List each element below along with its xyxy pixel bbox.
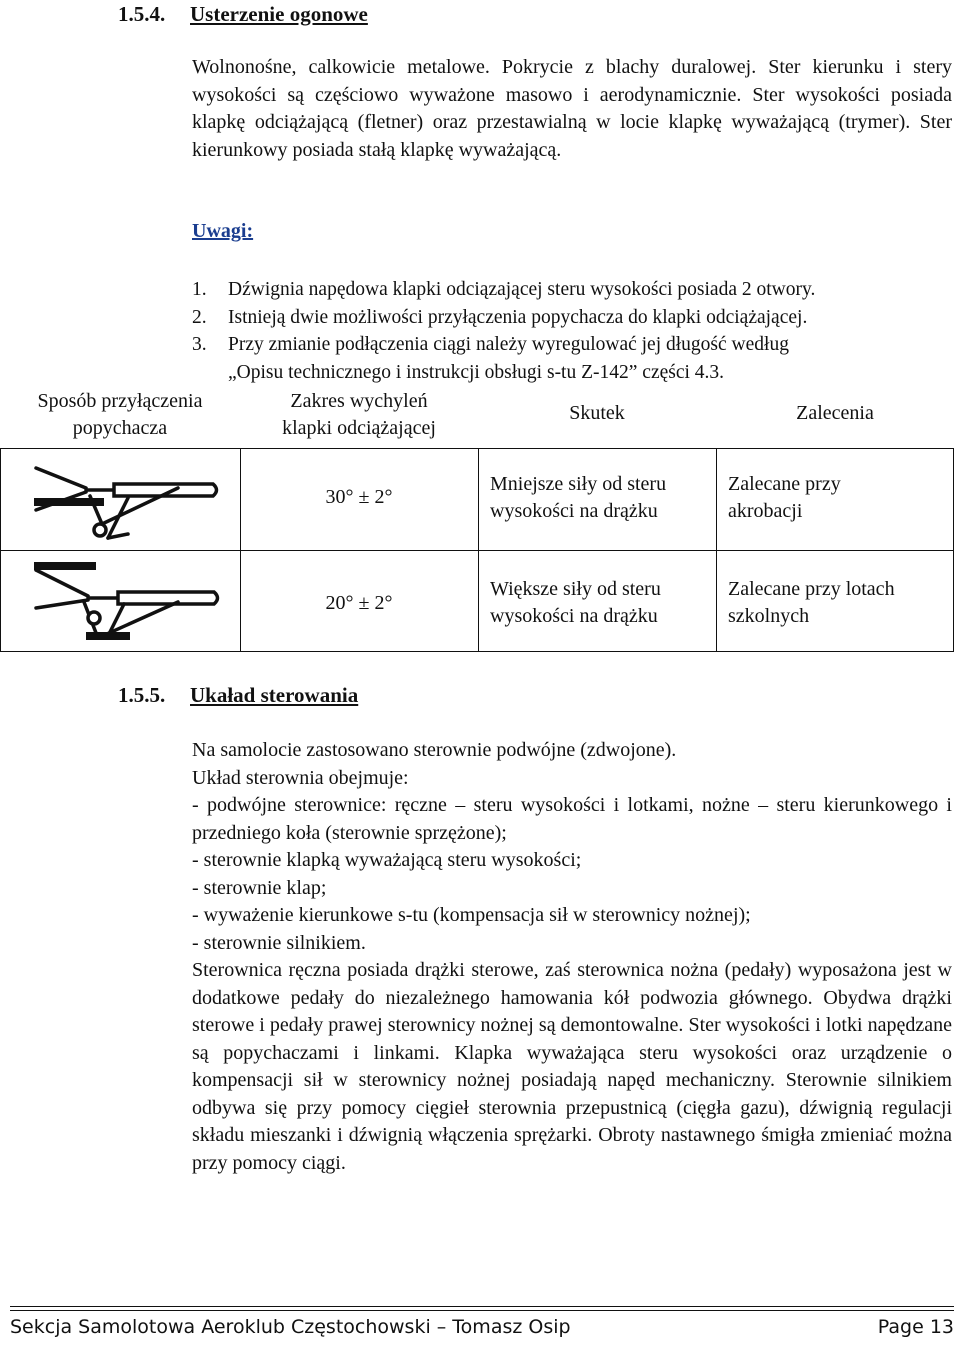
linkage-diagram-hole-2 bbox=[28, 562, 228, 648]
header-line: klapki odciążającej bbox=[282, 417, 436, 439]
table-rule bbox=[0, 448, 1, 651]
footer-rule bbox=[10, 1310, 954, 1311]
footer-rule bbox=[10, 1306, 954, 1307]
recommendation-line: akrobacji bbox=[728, 500, 803, 522]
section-title: Usterzenie ogonowe bbox=[190, 2, 368, 26]
intro-paragraph bbox=[192, 54, 952, 164]
recommendation-text bbox=[728, 471, 952, 525]
list-item: - sterownie silnikiem. bbox=[192, 931, 366, 954]
header-line: Zakres wychyleń bbox=[290, 390, 428, 412]
recommendation-line: Zalecane przy lotach bbox=[728, 578, 895, 600]
header-recommendations: Zalecenia bbox=[796, 402, 874, 424]
list-item: - sterownie klap; bbox=[192, 876, 327, 899]
effect-line: Większe siły od steru bbox=[490, 578, 661, 600]
header-connection-method bbox=[0, 388, 240, 442]
effect-text bbox=[490, 471, 714, 525]
recommendation-text bbox=[728, 576, 952, 630]
table-rule bbox=[0, 651, 954, 652]
recommendation-line: Zalecane przy bbox=[728, 473, 841, 495]
linkage-diagram-hole-1 bbox=[28, 458, 228, 548]
page-number: Page 13 bbox=[877, 1316, 954, 1338]
note-text: Przy zmianie podłączenia ciągi należy wyregulować jej długość według bbox=[228, 334, 789, 355]
remarks-heading: Uwagi: bbox=[192, 220, 254, 242]
section-number: 1.5.4. bbox=[118, 2, 166, 26]
effect-text bbox=[490, 576, 714, 630]
recommendation-line: szkolnych bbox=[728, 605, 810, 627]
text-line: Na samolocie zastosowano sterownie podwójne (zdwojone). bbox=[192, 739, 677, 761]
table-rule bbox=[240, 448, 241, 651]
footer-author: Sekcja Samolotowa Aeroklub Częstochowski – Tomasz Osip bbox=[10, 1316, 571, 1338]
header-effect: Skutek bbox=[569, 402, 625, 424]
list-item: - wyważenie kierunkowe s-tu (kompensacja sił w sterownicy nożnej); bbox=[192, 904, 751, 926]
header-line: popychacza bbox=[72, 417, 168, 439]
note-2 bbox=[192, 304, 952, 332]
note-1 bbox=[192, 276, 952, 304]
note-continuation: „Opisu technicznego i instrukcji obsługi s-tu Z-142” części 4.3. bbox=[228, 361, 725, 383]
connection-table bbox=[0, 386, 954, 652]
page-footer bbox=[10, 1316, 954, 1338]
table-rule bbox=[953, 448, 954, 651]
section-number: 1.5.5. bbox=[118, 683, 166, 707]
header-deflection-range bbox=[240, 388, 478, 442]
section-heading-1-5-4 bbox=[118, 2, 368, 27]
effect-line: Mniejsze siły od steru bbox=[490, 473, 667, 495]
table-rule bbox=[0, 448, 954, 449]
intro-text: Wolnonośne, calkowicie metalowe. Pokrycie z blachy duralowej. Ster kierunku i stery wysokości są częściowo wyważone masowo i aerodynamicznie. Ster wysokości posiada klapkę odciążającą (fletner) oraz przestawialną w locie klapkę wyważającą (trymer). Ster kierunkowy posiada stałą klapkę wyważającą. bbox=[192, 56, 952, 161]
note-text: Istnieją dwie możliwości przyłączenia popychacza do klapki odciążającej. bbox=[228, 307, 808, 328]
text-paragraph: Sterownica ręczna posiada drążki sterowe, zaś sterownica nożna (pedały) wyposażona jest w dodatkowe pedały do niezależnego hamowania kół podwozia głównego. Obydwa drążki sterowe i pedały prawej sterownicy nożnej są demontowalne. Ster wysokości i lotki napędzane są popychaczami i linkami. Klapka wyważająca steru wysokości oraz urządzenie o kompensacji sił w sterownicy nożnej posiadają napęd mechaniczny. Sterownie silnikiem odbywa się przy pomocy cięgieł sterownia przepustnicą (cięgła gazu), dźwignią regulacji składu mieszanki i dźwignią włączenia sprężarki. Obroty nastawnego śmigła zmieniać można przy pomocy ciągi. bbox=[192, 959, 952, 1174]
note-number: 2. bbox=[192, 307, 207, 328]
section-heading-1-5-5 bbox=[118, 683, 358, 708]
control-system-text bbox=[192, 737, 952, 1177]
table-rule bbox=[0, 550, 954, 551]
note-text: Dźwignia napędowa klapki odciązającej steru wysokości posiada 2 otwory. bbox=[228, 279, 816, 300]
table-rule bbox=[716, 448, 717, 651]
section-title: Ukaład sterowania bbox=[190, 683, 359, 707]
text-line: Układ sterownia obejmuje: bbox=[192, 766, 409, 789]
header-line: Sposób przyłączenia bbox=[37, 390, 203, 412]
list-item: - sterownie klapką wyważającą steru wysokości; bbox=[192, 849, 582, 871]
range-value: 30° ± 2° bbox=[325, 486, 393, 508]
list-item: - podwójne sterownice: ręczne – steru wysokości i lotkami, nożne – steru kierunkowego i przedniego koła (sterownie sprzężone); bbox=[192, 794, 952, 844]
range-value: 20° ± 2° bbox=[325, 592, 393, 614]
note-number: 3. bbox=[192, 334, 207, 355]
note-3 bbox=[192, 331, 952, 386]
effect-line: wysokości na drążku bbox=[490, 605, 658, 627]
effect-line: wysokości na drążku bbox=[490, 500, 658, 522]
note-number: 1. bbox=[192, 279, 207, 300]
table-rule bbox=[478, 448, 479, 651]
